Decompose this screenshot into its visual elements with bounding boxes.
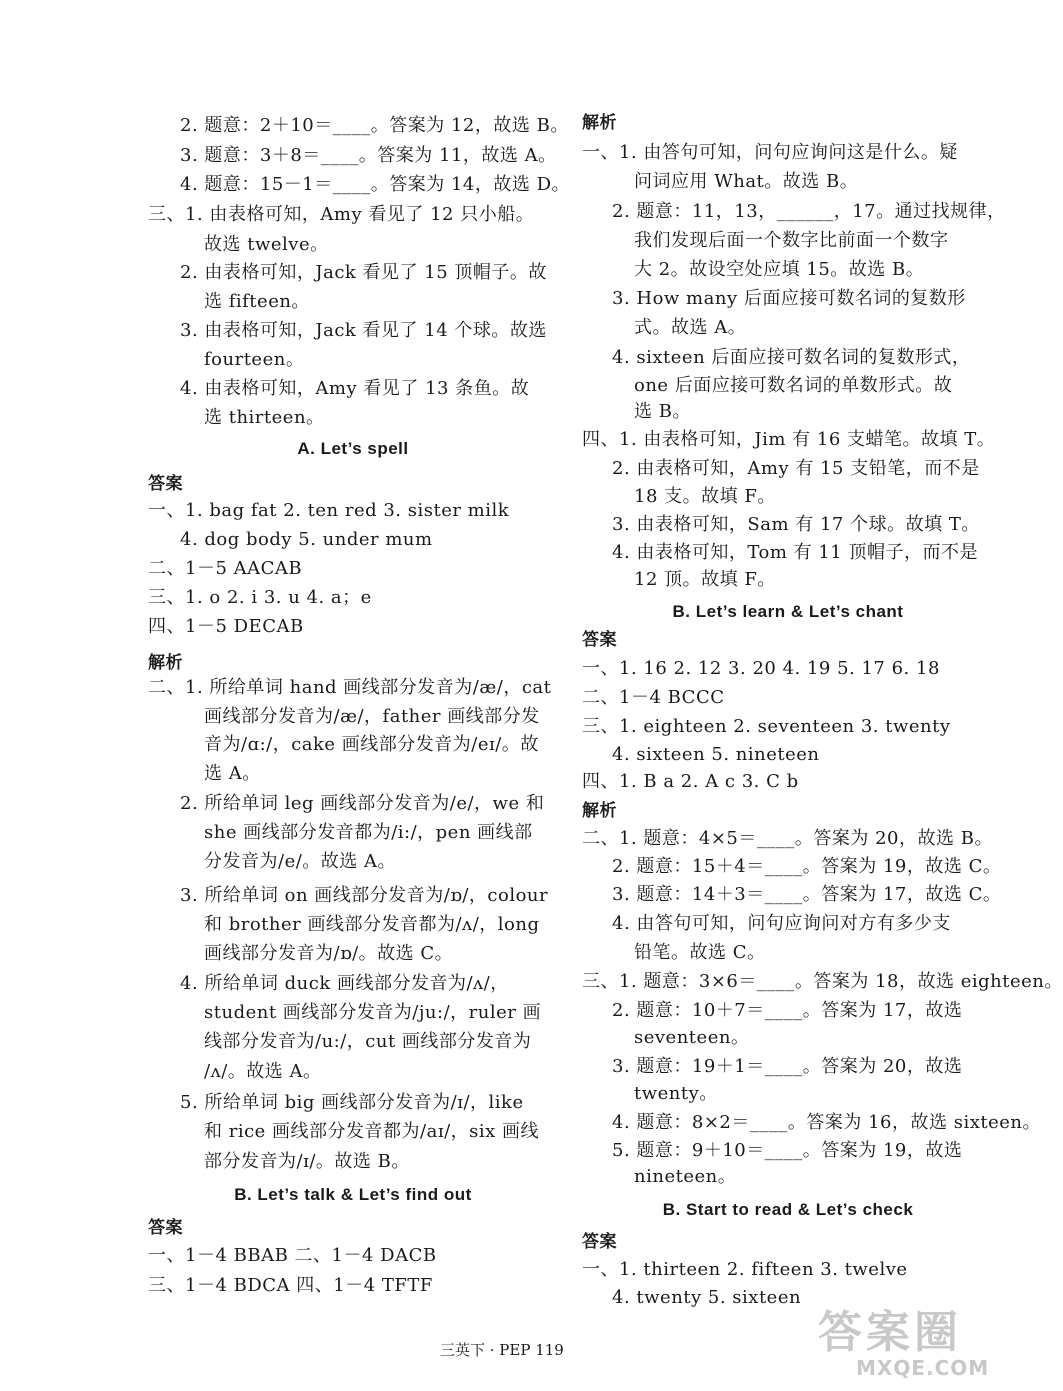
left-text-line: fourteen。	[204, 349, 305, 370]
left-text-line: 选 thirteen。	[204, 407, 325, 428]
left-text-line: 2. 所给单词 leg 画线部分发音为/e/，we 和	[180, 793, 545, 814]
right-text-line: 3. How many 后面应接可数名词的复数形	[612, 288, 966, 309]
right-text-line: 4. sixteen 后面应接可数名词的复数形式，	[612, 347, 971, 368]
left-text-line: 画线部分发音为/ɒ/。故选 C。	[204, 943, 454, 964]
right-section-heading: B. Let’s learn & Let’s chant	[672, 602, 904, 621]
page-footer: 三英下 · PEP 119	[440, 1341, 564, 1359]
right-text-line: nineteen。	[634, 1166, 737, 1187]
right-text-line: 18 支。故填 F。	[634, 486, 776, 507]
right-text-line: 2. 题意：15＋4＝____。答案为 19，故选 C。	[612, 856, 1002, 877]
left-text-line: 四、1－5 DECAB	[148, 616, 304, 637]
left-text-line: 5. 所给单词 big 画线部分发音为/ɪ/，like	[180, 1092, 524, 1113]
right-text-line: seventeen。	[634, 1027, 750, 1048]
right-text-line: 12 顶。故填 F。	[634, 569, 776, 590]
right-text-line: 3. 题意：19＋1＝____。答案为 20，故选	[612, 1056, 963, 1077]
left-text-line: 4. 所给单词 duck 画线部分发音为/ʌ/，	[180, 973, 509, 994]
left-text-line: 4. dog body 5. under mum	[180, 529, 433, 550]
watermark-url: MXQE.COM	[856, 1356, 990, 1380]
left-text-line: 和 rice 画线部分发音都为/aɪ/，six 画线	[204, 1121, 540, 1142]
left-text-line: she 画线部分发音都为/i:/，pen 画线部	[204, 822, 533, 843]
watermark-logo	[808, 1296, 993, 1386]
right-text-line: 4. 题意：8×2＝____。答案为 16，故选 sixteen。	[612, 1112, 1042, 1133]
right-text-line: 我们发现后面一个数字比前面一个数字	[634, 230, 949, 251]
left-text-line: 音为/ɑ:/，cake 画线部分发音为/eɪ/。故	[204, 734, 539, 755]
left-text-line: 3. 题意：3＋8＝____。答案为 11，故选 A。	[180, 145, 557, 166]
right-text-line: 二、1－4 BCCC	[582, 687, 725, 708]
left-text-line: student 画线部分发音为/ju:/，ruler 画	[204, 1002, 542, 1023]
right-section-label: 解析	[582, 801, 617, 821]
left-text-line: 3. 由表格可知，Jack 看见了 14 个球。故选	[180, 320, 547, 341]
left-text-line: 和 brother 画线部分发音都为/ʌ/，long	[204, 914, 540, 935]
left-text-line: 三、1. o 2. i 3. u 4. a；e	[148, 587, 372, 608]
right-text-line: 铅笔。故选 C。	[634, 942, 766, 963]
right-text-line: one 后面应接可数名词的单数形式。故	[634, 375, 953, 396]
right-text-line: 2. 题意：11，13，______，17。通过找规律，	[612, 201, 1006, 222]
right-section-label: 解析	[582, 113, 617, 133]
right-section-heading: B. Start to read & Let’s check	[662, 1200, 914, 1219]
right-text-line: 4. twenty 5. sixteen	[612, 1287, 802, 1308]
left-section-label: 解析	[148, 653, 183, 673]
left-text-line: 选 A。	[204, 763, 261, 784]
left-text-line: 一、1. bag fat 2. ten red 3. sister milk	[148, 500, 510, 521]
right-text-line: 3. 题意：14＋3＝____。答案为 17，故选 C。	[612, 884, 1002, 905]
right-text-line: 4. 由表格可知，Tom 有 11 顶帽子，而不是	[612, 542, 978, 563]
left-section-heading: B. Let’s talk & Let’s find out	[234, 1185, 472, 1204]
left-section-label: 答案	[148, 1218, 183, 1238]
right-text-line: 一、1. thirteen 2. fifteen 3. twelve	[582, 1259, 908, 1280]
right-text-line: 4. 由答句可知，问句应询问对方有多少支	[612, 913, 951, 934]
left-section-heading: A. Let’s spell	[297, 439, 409, 458]
left-text-line: /ʌ/。故选 A。	[204, 1061, 322, 1082]
right-text-line: twenty。	[634, 1083, 718, 1104]
left-text-line: 2. 题意：2＋10＝____。答案为 12，故选 B。	[180, 115, 569, 136]
right-text-line: 式。故选 A。	[634, 317, 747, 338]
left-text-line: 选 fifteen。	[204, 291, 310, 312]
left-text-line: 4. 由表格可知，Amy 看见了 13 条鱼。故	[180, 378, 530, 399]
right-text-line: 一、1. 由答句可知，问句应询问这是什么。疑	[582, 142, 958, 163]
left-text-line: 画线部分发音为/æ/，father 画线部分发	[204, 706, 540, 727]
left-text-line: 2. 由表格可知，Jack 看见了 15 顶帽子。故	[180, 262, 547, 283]
left-text-line: 线部分发音为/u:/，cut 画线部分发音为	[204, 1031, 532, 1052]
left-text-line: 部分发音为/ɪ/。故选 B。	[204, 1151, 410, 1172]
left-text-line: 4. 题意：15－1＝____。答案为 14，故选 D。	[180, 174, 571, 195]
right-section-label: 答案	[582, 630, 617, 650]
right-text-line: 5. 题意：9＋10＝____。答案为 19，故选	[612, 1140, 963, 1161]
right-text-line: 三、1. 题意：3×6＝____。答案为 18，故选 eighteen。	[582, 971, 1063, 992]
left-text-line: 三、1. 由表格可知，Amy 看见了 12 只小船。	[148, 204, 535, 225]
right-section-label: 答案	[582, 1232, 617, 1252]
left-text-line: 二、1. 所给单词 hand 画线部分发音为/æ/，cat	[148, 677, 552, 698]
right-text-line: 4. sixteen 5. nineteen	[612, 744, 820, 765]
right-text-line: 选 B。	[634, 401, 691, 422]
right-text-line: 一、1. 16 2. 12 3. 20 4. 19 5. 17 6. 18	[582, 658, 940, 679]
left-text-line: 二、1－5 AACAB	[148, 558, 303, 579]
right-text-line: 大 2。故设空处应填 15。故选 B。	[634, 259, 925, 280]
left-text-line: 分发音为/e/。故选 A。	[204, 851, 397, 872]
right-text-line: 3. 由表格可知，Sam 有 17 个球。故填 T。	[612, 514, 980, 535]
left-section-label: 答案	[148, 474, 183, 494]
left-text-line: 三、1－4 BDCA 四、1－4 TFTF	[148, 1275, 433, 1296]
right-text-line: 二、1. 题意：4×5＝____。答案为 20，故选 B。	[582, 828, 993, 849]
left-text-line: 故选 twelve。	[204, 234, 329, 255]
right-text-line: 四、1. B a 2. A c 3. C b	[582, 771, 799, 792]
right-text-line: 问词应用 What。故选 B。	[634, 171, 859, 192]
right-text-line: 2. 由表格可知，Amy 有 15 支铅笔，而不是	[612, 458, 980, 479]
right-text-line: 三、1. eighteen 2. seventeen 3. twenty	[582, 716, 951, 737]
right-text-line: 四、1. 由表格可知，Jim 有 16 支蜡笔。故填 T。	[582, 429, 996, 450]
right-text-line: 2. 题意：10＋7＝____。答案为 17，故选	[612, 1000, 963, 1021]
watermark-title: 答案圈	[818, 1307, 962, 1358]
left-text-line: 3. 所给单词 on 画线部分发音为/ɒ/，colour	[180, 885, 549, 906]
left-text-line: 一、1－4 BBAB 二、1－4 DACB	[148, 1245, 437, 1266]
